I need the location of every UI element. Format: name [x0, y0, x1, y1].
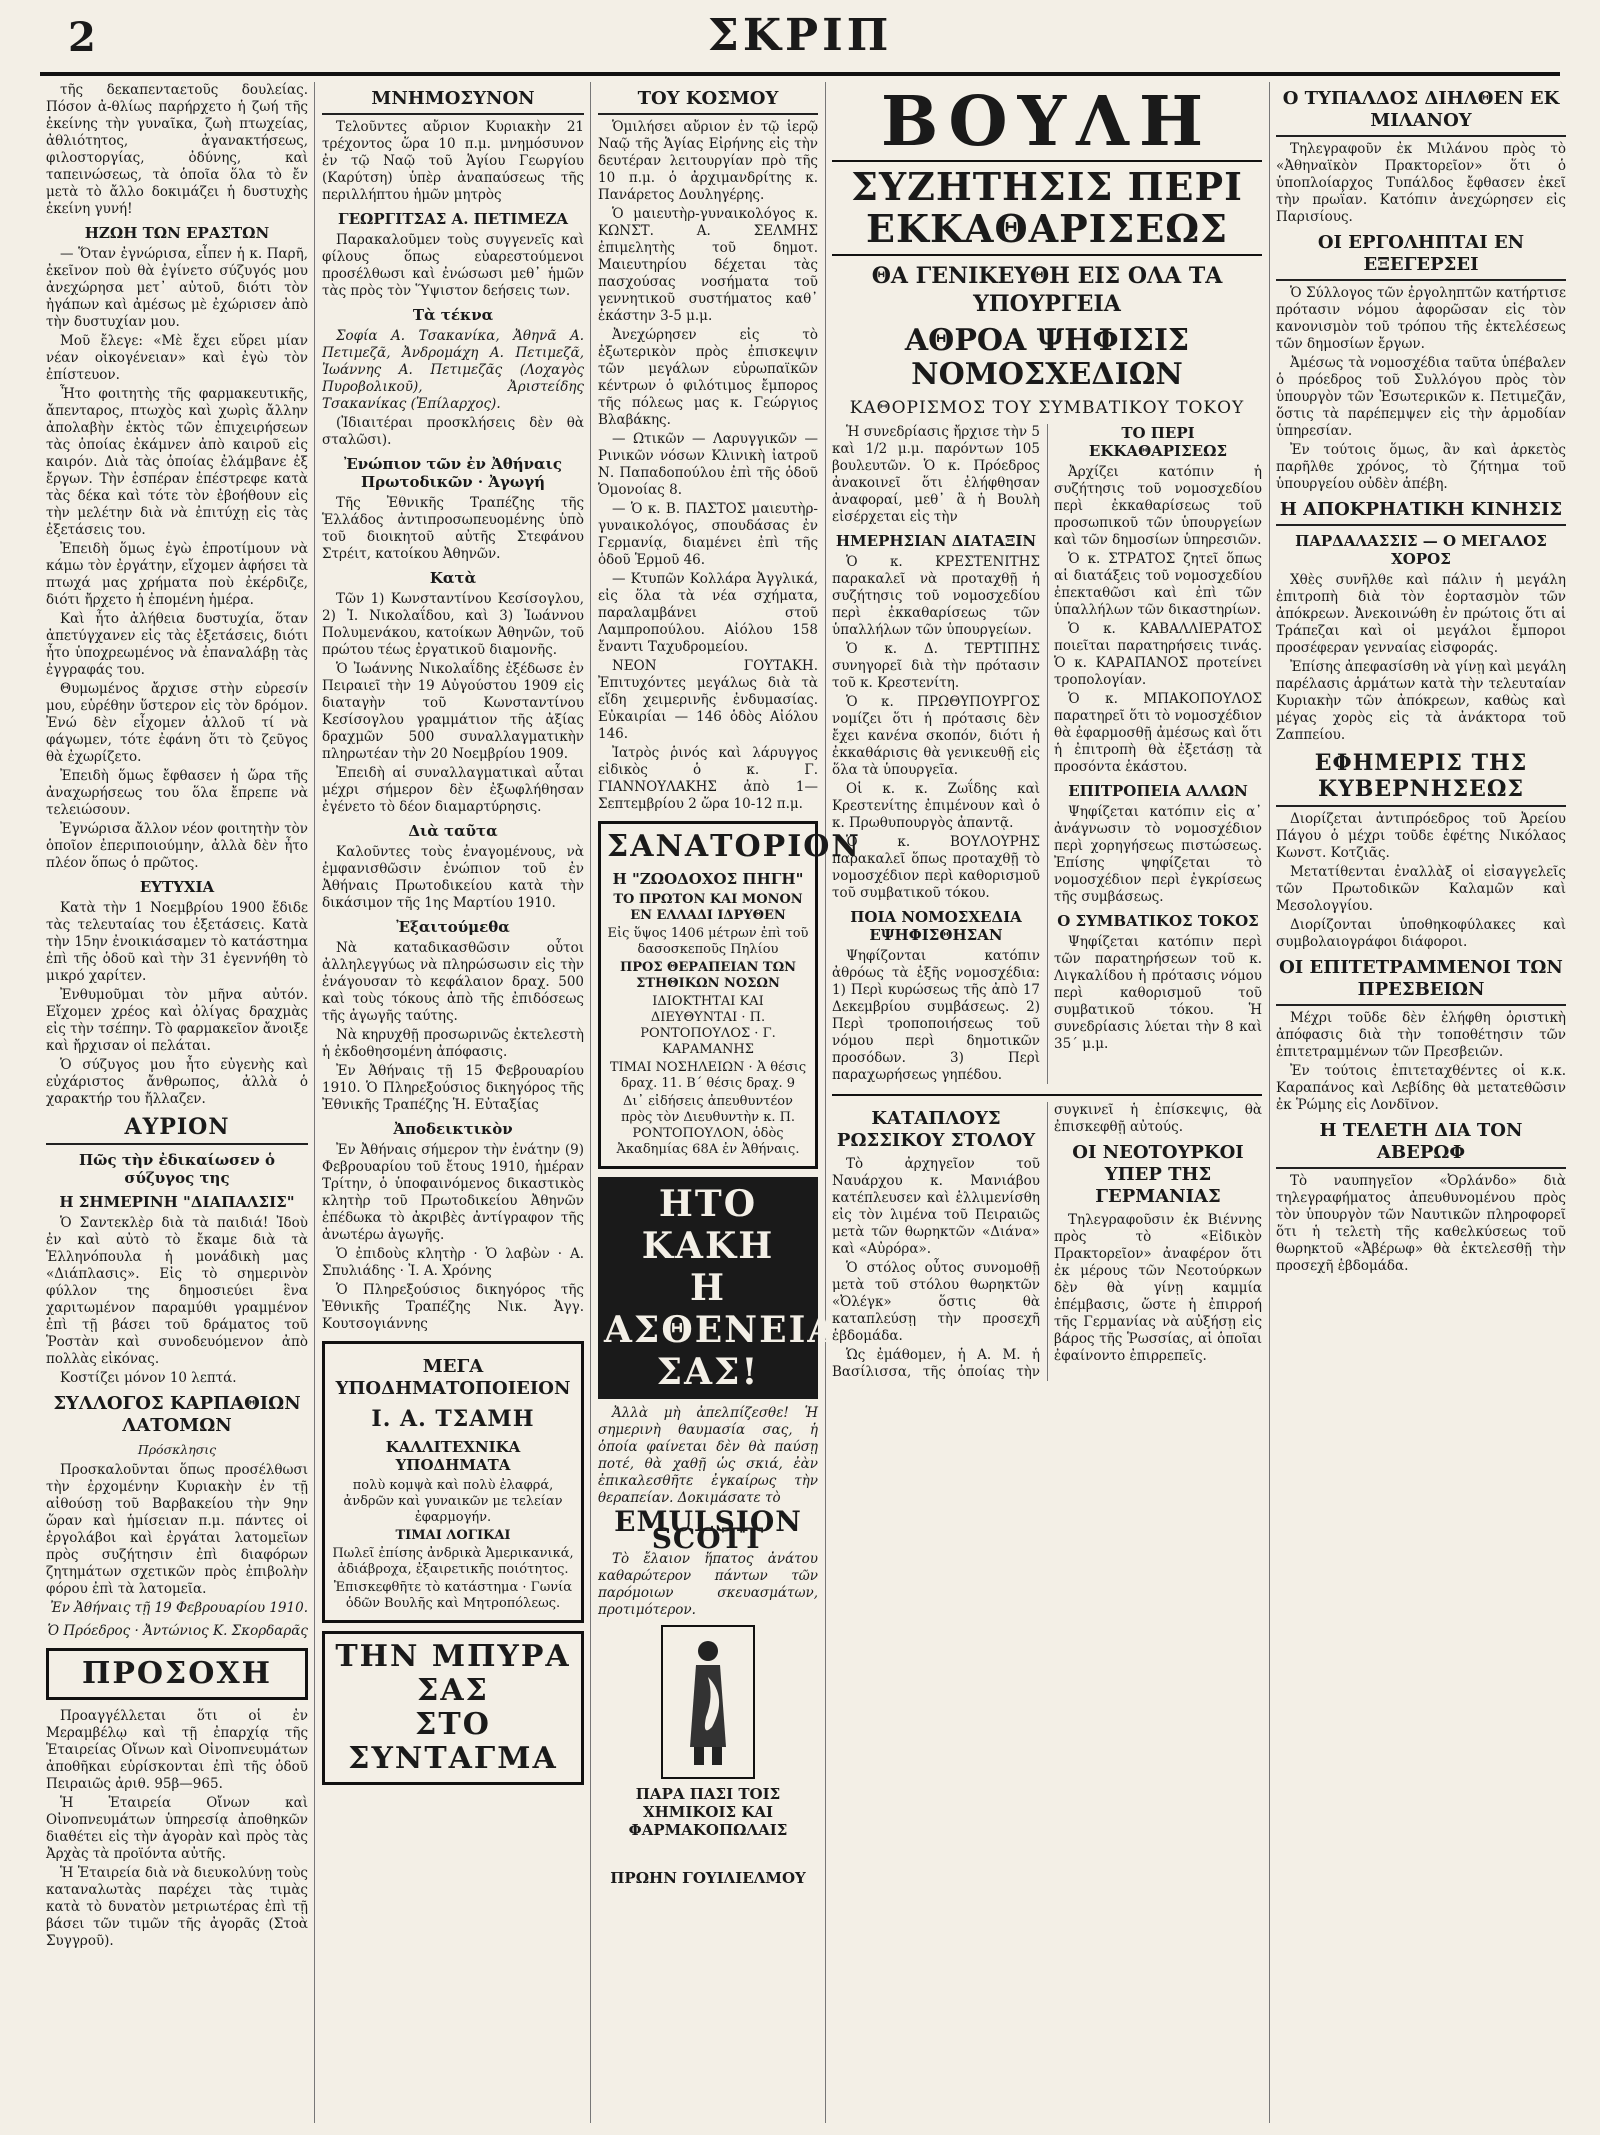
article-text: Ψηφίζεται κατόπιν εἰς α᾽ ἀνάγνωσιν τὸ νομοσχέδιον περὶ χορηγήσεως πιστώσεως. Ἐπίσης ψηφίζεται τὸ νομοσχέδιον περὶ ἐγκρίσεως τῆς συμβάσεως. — [1054, 804, 1262, 905]
article-text: Προαγγέλλεται ὅτι οἱ ἐν Μεραμβέλῳ καὶ τῇ ἐπαρχίᾳ τῆς Ἑταιρείας Οἴνων καὶ Οἰνοπνευμάτων ἀποθῆκαι εὑρίσκονται ἐπὶ τῆς ὁδοῦ Πειραιῶς ἀριθ. 95β—965. — [46, 1708, 308, 1792]
section-subheading: ΠΑΡΔΑΛΑΣΣΙΣ — Ο ΜΕΓΑΛΟΣ ΧΟΡΟΣ — [1295, 532, 1547, 568]
section-subheading: Πρόσκλησις — [137, 1442, 217, 1457]
advert-name: Ι. Α. ΤΣΑΜΗ — [371, 1406, 535, 1432]
section-heading: ΟΙ ΝΕΟΤΟΥΡΚΟΙ ΥΠΕΡ ΤΗΣ ΓΕΡΜΑΝΙΑΣ — [1072, 1142, 1244, 1207]
article-text: Θυμωμένος ἄρχισε στὴν εὐρεσίν μου, εὑρέθην ὕστερον εἰς τὸν δρόμον. Ἐνώ δὲν εἶχομεν ἀλλοῦ τί νὰ φάγωμεν, τότε ἐφάνη ὅτι τὸ ζεῦγος θὰ ἐχωρίζετο. — [46, 681, 308, 765]
section-heading: ΟΙ ΕΡΓΟΛΗΠΤΑΙ ΕΝ ΕΞΕΓΕΡΣΕΙ — [1276, 232, 1566, 281]
section-heading: ΕΥΤΥΧΙΑ — [139, 878, 215, 896]
article-text: Ἐν τούτοις ἐπιτεταχθέντες οἱ κ.κ. Καραπάνος καὶ Λεβίδης θὰ μετατεθῶσιν ἐκ Ῥώμης εἰς Λονδῖνον. — [1276, 1063, 1566, 1113]
article-text: Ὁ κ. ΒΟΥΛΟΥΡΗΣ παρακαλεῖ ὅπως προταχθῇ τὸ νομοσχέδιον περὶ καθορισμοῦ τοῦ συμβατικοῦ τόκου. — [832, 834, 1040, 901]
sanatorium-advert — [598, 821, 861, 1169]
section-heading: ΚΑΤΑΠΛΟΥΣ ΡΩΣΣΙΚΟΥ ΣΤΟΛΟΥ — [836, 1108, 1036, 1151]
article-text: Ἀμέσως τὰ νομοσχέδια ταῦτα ὑπέβαλεν ὁ πρόεδρος τοῦ Συλλόγου πρὸς τὸν ὑπουργὸν τῶν Ἐσωτερικῶν κ. Πετιμεζᾶν, ὅστις τὰ παρέπεμψεν εἰς τὴν ἁρμοδίαν ὑπηρεσίαν. — [1276, 355, 1566, 439]
article-text: Ὁ κ. ΠΡΩΘΥΠΟΥΡΓΟΣ νομίζει ὅτι ἡ πρότασις δὲν ἔχει κανένα σκοπόν, διότι ἡ ἐκκαθάρισις θὰ γενικευθῇ εἰς ὅλα τὰ ὑπουργεῖα. — [832, 694, 1040, 778]
article-text: Τηλεγραφοῦσιν ἐκ Βιέννης πρὸς τὸ «Εἰδικὸν Πρακτορεῖον» ἀναφέρον ὅτι ἐκ μέρους τῶν Νεοτούρκων δὲν θὰ γίνῃ καμμία ἐπέμβασις, ὥστε ἡ ἐπιρροή τῆς Γερμανίας νὰ αὐξήσῃ εἰς βάρος τῆς Ῥωσσίας, αἱ ὁποῖαι ἐφαίνοντο ἐπιρρεπεῖς. — [1054, 1212, 1262, 1364]
advert-footer: ΠΑΡΑ ΠΑΣΙ ΤΟΙΣ ΧΗΜΙΚΟΙΣ ΚΑΙ ΦΑΡΜΑΚΟΠΩΛΑΙΣ — [628, 1785, 788, 1839]
article-text: Ὁ Σύλλογος τῶν ἐργοληπτῶν κατήρτισε πρότασιν νόμου ἀφορῶσαν εἰς τὸν κανονισμὸν τοῦ τρόπου τῆς ἐκτελέσεως τῶν δημοσίων ἔργων. — [1276, 285, 1566, 352]
column-divider — [590, 82, 591, 2123]
section-heading: ΟΙ ΕΠΙΤΕΤΡΑΜΜΕΝΟΙ ΤΩΝ ΠΡΕΣΒΕΙΩΝ — [1276, 957, 1566, 1006]
column-divider — [314, 82, 315, 2123]
column-4 — [832, 82, 1262, 2123]
article-text: Καλοῦντες τοὺς ἐναγομένους, νὰ ἐμφανισθῶσιν ἐνώπιον τοῦ ἐν Ἀθήναις Πρωτοδικείου κατὰ τὴν δικάσιμον τῆς 1ης Μαρτίου 1910. — [322, 844, 584, 911]
section-heading: ΤΟ ΠΕΡΙ ΕΚΚΑΘΑΡΙΣΕΩΣ — [1088, 424, 1228, 460]
section-subheading: Κατὰ — [429, 569, 477, 587]
article-text: Ἐν Ἀθήναις τῇ 15 Φεβρουαρίου 1910. Ὁ Πληρεξούσιος δικηγόρος τῆς Ἐθνικῆς Τραπέζης Ἡ. Εὐταξίας — [322, 1063, 584, 1113]
article-text: Μοῦ ἔλεγε: «Μὲ ἔχει εὕρει μίαν νέαν οἰκογένειαν» καὶ ἐγὼ τὸν ἐπίστευον. — [46, 333, 308, 383]
advert-title: ΜΕΓΑ ΥΠΟΔΗΜΑΤΟΠΟΙΕΙΟΝ — [335, 1356, 571, 1399]
section-heading: ΕΠΙΤΡΟΠΕΙΑ ΑΛΛΩΝ — [1068, 782, 1248, 800]
article-text: Ὁ κ. ΚΑΒΑΛΛΙΕΡΑΤΟΣ ποιεῖται παρατηρήσεις τινάς. Ὁ κ. ΚΑΡΑΠΑΝΟΣ προτείνει τροπολογίαν. — [1054, 621, 1262, 688]
article-text: Σοφία Α. Τσακανίκα, Ἀθηνᾶ Α. Πετιμεζᾶ, Ἀνδρομάχη Α. Πετιμεζᾶ, Ἰωάννης Α. Πετιμεζᾶς (Λοχαγὸς Πυροβολικοῦ), Ἀριστείδης Τσακανίκας (Ἐπίλαρχος). — [322, 328, 584, 412]
column-divider — [1269, 82, 1270, 2123]
main-subheadline: ΣΥΖΗΤΗΣΙΣ ΠΕΡΙ ΕΚΚΑΘΑΡΙΣΕΩΣ — [832, 160, 1262, 256]
article-text: Ὁ στόλος οὗτος συνομοθῇ μετὰ τοῦ στόλου θωρηκτῶν «Ὀλέγκ» ὅστις θὰ καταπλεύσῃ τὴν προσεχῆ ἑβδομάδα. — [832, 1260, 1040, 1344]
article-text: Ἡ Ἑταιρεία διὰ νὰ διευκολύνῃ τοὺς καταναλωτὰς παρέχει τὰς τιμὰς κατὰ τὸ δυνατὸν μετριωτέρας ἐπὶ τῇ βάσει τῶν τιμῶν τῆς ἀγορᾶς (Στοὰ Συγγροῦ). — [46, 1865, 308, 1949]
advert-title: ΤΗΝ ΜΠΥΡΑ ΣΑΣ — [335, 1639, 571, 1708]
main-headline: ΒΟΥΛΗ — [880, 82, 1214, 162]
article-text: Τηλεγραφοῦν ἐκ Μιλάνου πρὸς τὸ «Ἀθηναϊκὸν Πρακτορεῖον» ὅτι ὁ ὑποπλοίαρχος Τυπάλδος ἔφθασεν ἐκεῖ τὴν πρωΐαν. Κατόπιν ἀνεχώρησεν εἰς Παρισίους. — [1276, 141, 1566, 225]
article-text: Διορίζονται ὑποθηκοφύλακες καὶ συμβολαιογράφοι διάφοροι. — [1276, 917, 1566, 950]
column-5 — [1276, 82, 1566, 2123]
section-heading: ΣΥΛΛΟΓΟΣ ΚΑΡΠΑΘΙΩΝ ΛΑΤΟΜΩΝ — [53, 1393, 301, 1436]
article-text: (Ἰδιαιτέραι προσκλήσεις δὲν θὰ σταλῶσι). — [322, 415, 584, 448]
article-text: Παρακαλοῦμεν τοὺς συγγενεῖς καὶ φίλους ὅπως εὐαρεστούμενοι προσέλθωσι καὶ ἐνώσωσι μεθ᾽ ἡμῶν τὰς πρὸς τὸν Ὕψιστον δεήσεις των. — [322, 232, 584, 299]
article-text: Ἀνεχώρησεν εἰς τὸ ἐξωτερικὸν πρὸς ἐπισκεψιν τῶν μεγάλων εὐρωπαϊκῶν κέντρων ὁ φιλότιμος ἔμπορος τῆς πόλεως μας κ. Γεώργιος Βλαβάκης. — [598, 327, 818, 428]
section-heading: ΠΟΙΑ ΝΟΜΟΣΧΕΔΙΑ ΕΨΗΦΙΣΘΗΣΑΝ — [850, 908, 1022, 944]
article-text: Ἐπειδὴ ὅμως ἔφθασεν ἡ ὥρα τῆς ἀναχωρήσεως του ὅλα ἔπρεπε νὰ τελειώσουν. — [46, 768, 308, 818]
section-heading: Η ΣΗΜΕΡΙΝΗ "ΔΙΑΠΑΛΣΙΣ" — [59, 1193, 295, 1211]
advert-subtitle: Η "ΖΩΟΔΟΧΟΣ ΠΗΓΗ" — [612, 870, 804, 888]
article-text: Ἡ Ἑταιρεία Οἴνων καὶ Οἰνοπνευμάτων ὑπηρεσίᾳ ἀποθηκῶν διαθέτει εἰς τὴν ἀγορὰν καὶ πρὸς τὰς Ἀρχὰς τὰ προϊόντα αὐτῆς. — [46, 1795, 308, 1862]
article-text: Μετατίθενται ἐναλλὰξ οἱ εἰσαγγελεῖς τῶν Πρωτοδικῶν Καλαμῶν καὶ Μεσολογγίου. — [1276, 864, 1566, 914]
section-heading: ΜΝΗΜΟΣΥΝΟΝ — [322, 88, 584, 115]
advert-line: ΠΡΟΣ ΘΕΡΑΠΕΙΑΝ ΤΩΝ ΣΤΗΘΙΚΩΝ ΝΟΣΩΝ — [619, 960, 797, 991]
paper-name: ΣΚΡΙΠ — [707, 10, 893, 61]
advert-line: Πωλεῖ ἐπίσης ἀνδρικὰ Ἀμερικανικά, ἀδιάβροχα, ἐξαιρετικῆς ποιότητος. — [332, 1546, 574, 1577]
advert-text: Ἀλλὰ μὴ ἀπελπίζεσθε! Ἡ σημερινὴ θαυμασία σας, ἡ ὁποία φαίνεται δὲν θὰ παύσῃ ποτέ, θὰ χαθῇ ὡς σκιά, ἐὰν ἐπικαλεσθῆτε ἐγκαίρως τὴν θεραπείαν. Δοκιμάσατε τὸ — [598, 1405, 818, 1506]
article-text: Ὁ κ. ΣΤΡΑΤΟΣ ζητεῖ ὅπως αἱ διατάξεις τοῦ νομοσχεδίου ἐπεκταθῶσι καὶ ἐπὶ τῶν ὑπαλλήλων τῶν δικαστηρίων. — [1054, 551, 1262, 618]
section-heading: Ο ΤΥΠΑΛΔΟΣ ΔΙΗΛΘΕΝ ΕΚ ΜΙΛΑΝΟΥ — [1276, 88, 1566, 137]
advert-brand: EMULSION SCOTT — [614, 1505, 802, 1555]
advert-title: ΣΑΝΑΤΟΡΙΟΝ — [607, 829, 861, 864]
article-text: Ἀρχίζει κατόπιν ἡ συζήτησις τοῦ νομοσχεδίου περὶ ἐκκαθαρίσεως τοῦ προσωπικοῦ τῶν ὑπουργείων καὶ τῶν δημοσίων ὑπηρεσιῶν. — [1054, 464, 1262, 548]
article-text: Τῶν 1) Κωνσταντίνου Κεσίσογλου, 2) Ἰ. Νικολαΐδου, καὶ 3) Ἰωάννου Πολυμενάκου, κατοίκων Ἀθηνῶν, τοῦ πρώτου τέως ἐργατικοῦ διαμονῆς. — [322, 591, 584, 658]
advert-headline: ΗΤΟ ΚΑΚΗ — [641, 1183, 775, 1267]
article-text: Ἐν Ἀθήναις σήμερον τὴν ἐνάτην (9) Φεβρουαρίου τοῦ ἔτους 1910, ἡμέραν Τρίτην, ὁ ὑποφαινόμενος δικαστικὸς κλητὴρ τοῦ Πρωτοδικείου Ἀθηνῶν ἐπέδωκα τὸ ἀκριβὲς ἀντίγραφον τῆς ἀνωτέρω ἀγωγῆς. — [322, 1142, 584, 1243]
article-text: Ἦτο φοιτητὴς τῆς φαρμακευτικῆς, ἄπενταρος, πτωχὸς καὶ χωρὶς ἄλλην ἀπολαβὴν ἐκτὸς τῶν ἐπιχειρήσεων τὰς ὁποίας ἐκάμνεν ἀπὸ καιροῦ εἰς καιρόν. Διὰ τὰς ὁποίας ἐλάμβανε ἐξ ἔργων. Τὴν ἑσπέραν ἐπέστρεφε κατὰ τὰς δέκα καὶ τότε τὸν ἐβοήθουν εἰς τὴν μελέτην διὰ νὰ ἐπιτύχῃ εἰς τὰς ἐξετάσεις του. — [46, 386, 308, 538]
article-text: Διορίζεται ἀντιπρόεδρος τοῦ Ἀρείου Πάγου ὁ μέχρι τοῦδε ἐφέτης Νικόλαος Κωνστ. Κοτζιᾶς. — [1276, 811, 1566, 861]
main-subheadline: ΘΑ ΓΕΝΙΚΕΥΘΗ ΕΙΣ ΟΛΑ ΤΑ ΥΠΟΥΡΓΕΙΑ — [871, 263, 1223, 317]
column-2 — [322, 82, 584, 2123]
article-text: Ἐπειδὴ αἱ συναλλαγματικαὶ αὗται μέχρι σήμερον δὲν ἐξωφλήθησαν ἐγένετο τὸ δέον διαμαρτύρησις. — [322, 765, 584, 815]
article-text: Ὁ κ. ΚΡΕΣΤΕΝΙΤΗΣ παρακαλεῖ νὰ προταχθῇ ἡ συζήτησις τοῦ νομοσχεδίου περὶ ἐκκαθαρίσεως τῶν ὑπαλλήλων τῶν ὑπουργείων. — [832, 554, 1040, 638]
advert-headline: Η ΑΣΘΕΝΕΙΑ — [604, 1267, 838, 1351]
article-text: Ὁ ἐπιδοὺς κλητὴρ · Ὁ λαβὼν · Α. Σπυλιάδης · Ἰ. Α. Χρόνης — [322, 1246, 584, 1279]
article-text: τῆς δεκαπενταετοῦς δουλείας. Πόσον ἀ-θλίως παρήρχετο ἡ ζωή τῆς ἐκείνης τὴν γυναῖκα, ζωὴ πτωχείας, ἀθλιότητος, ἀγανακτήσεως, φιλοστοργίας, ὀδύνης, καὶ ταπεινώσεως, τὰ ὁποῖα ὅλα τὸ ἔν μετὰ τὸ ἄλλο δοκιμάζει ἡ δυστυχὴς ἐκείνη γυνή! — [46, 82, 308, 217]
advert-line: ΙΔΙΟΚΤΗΤΑΙ ΚΑΙ ΔΙΕΥΘΥΝΤΑΙ · Π. ΡΟΝΤΟΠΟΥΛΟΣ · Γ. ΚΑΡΑΜΑΝΗΣ — [640, 994, 776, 1057]
section-heading: Η ΤΕΛΕΤΗ ΔΙΑ ΤΟΝ ΑΒΕΡΩΦ — [1276, 1120, 1566, 1169]
article-text: Ὁ Σαντεκλὲρ διὰ τὰ παιδιά! Ἰδοὺ ἐν καὶ αὐτὸ τὸ ἔκαμε διὰ τὰ Ἑλληνόπουλα ἡ μονάδικὴ μας «Διάπλασις». Εἰς τὸ σημερινὸν φύλλον της δημοσιεύει ἓνα χαριτωμένον παραμύθι γραμμένον ἐπὶ τῇ βάσει τοῦ δράματος τοῦ Ῥοστὰν καὶ συνοδευόμενον ἀπὸ πολλὰς εἰκόνας. — [46, 1215, 308, 1367]
section-heading: ΤΟΥ ΚΟΣΜΟΥ — [598, 88, 818, 115]
article-text: Ὡς ἐμάθομεν, ἡ Α. Μ. ἡ Βασίλισσα, τῆς ὁποίας τὴν συγκινεῖ ἡ ἐπίσκεψις, θὰ ἐπισκεφθῇ αὐτούς. — [832, 1102, 1262, 1380]
shoe-shop-advert — [322, 1341, 584, 1623]
article-text: — Ωτικῶν — Λαρυγγικῶν — Ρινικῶν νόσων Κλινικὴ ἰατροῦ Ν. Παπαδοπούλου ἐπὶ τῆς ὁδοῦ Ὁμονοίας 8. — [598, 431, 818, 498]
main-subheadline: ΚΑΘΟΡΙΣΜΟΣ ΤΟΥ ΣΥΜΒΑΤΙΚΟΥ ΤΟΚΟΥ — [849, 398, 1245, 418]
section-heading: Τὰ τέκνα — [412, 306, 494, 324]
article-text: Ὁ Πληρεξούσιος δικηγόρος τῆς Ἐθνικῆς Τραπέζης Νικ. Ἀγγ. Κουτσογιάννης — [322, 1282, 584, 1332]
article-text: Τὸ ἀρχηγεῖον τοῦ Ναυάρχου κ. Μανιάβου κατέπλευσεν καὶ ἑλλιμενίσθη εἰς τὸν λιμένα τοῦ Πειραιῶς μετὰ τῶν θωρηκτῶν «Διάνα» καὶ «Αὐρόρα». — [832, 1156, 1040, 1257]
advert-line: Εἰς ὕψος 1406 μέτρων ἐπὶ τοῦ δασοσκεποῦς Πηλίου — [607, 926, 809, 957]
advert-subtitle: ΚΑΛΛΙΤΕΧΝΙΚΑ ΥΠΟΔΗΜΑΤΑ — [385, 1438, 521, 1474]
article-text: Τελοῦντες αὔριον Κυριακὴν 21 τρέχοντος ὥρα 10 π.μ. μνημόσυνον ἐν τῷ Ναῷ τοῦ Ἁγίου Γεωργίου (Καρύτση) ὑπὲρ ἀναπαύσεως τῆς περιλλήπτου ἡμῶν μητρὸς — [322, 119, 584, 203]
article-text: — Ὁ κ. Β. ΠΑΣΤΟΣ μαιευτὴρ-γυναικολόγος, σπουδάσας ἐν Γερμανίᾳ, διαμένει ἐπὶ τῆς ὁδοῦ Ἑρμοῦ 46. — [598, 501, 818, 568]
article-text: Κοστίζει μόνον 10 λεπτά. — [60, 1370, 237, 1386]
section-heading: Ἐνώπιον τῶν ἐν Ἀθήναις Πρωτοδικῶν · Ἀγωγή — [344, 455, 562, 491]
article-text: Κατὰ τὴν 1 Νοεμβρίου 1900 ἔδιδε τὰς τελευταίας του ἐξετάσεις. Κατὰ τὴν 15ην ἐνοικιάσαμεν τὸ κατάστημα ἐπὶ τῆς ὁδοῦ καὶ τὴν 31 ἐγεννήθη τὸ μικρό χαρίτεν. — [46, 900, 308, 984]
article-text: Ὁ Ἰωάννης Νικολαΐδης ἐξέδωσε ἐν Πειραιεῖ τὴν 19 Αὐγούστου 1909 εἰς διαταγὴν τοῦ Κωνσταντίνου Κεσίσογλου γραμμάτιον τῆς ἀξίας δραχμῶν 500 συναλλαγματικὴν πληρωτέαν τὴν 20 Νοεμβρίου 1909. — [322, 661, 584, 762]
article-text: Τῆς Ἐθνικῆς Τραπέζης τῆς Ἑλλάδος ἀντιπροσωπευομένης ὑπὸ τοῦ διοικητοῦ αὐτῆς Στεφάνου Στρέιτ, κατοίκου Ἀθηνῶν. — [322, 495, 584, 562]
article-text: ΝΕΟΝ ΓΟΥΤΑΚΗ. Ἐπιτυχόντες μεγάλως διὰ τὰ εἴδη χειμερινῆς ἐνδυμασίας. Εὐκαιρίαι — 146 ὁδὸς Αἰόλου 146. — [598, 658, 818, 742]
section-subheading: Ἐξαιτούμεθα — [396, 918, 510, 936]
article-text: Ἡ συνεδρίασις ἤρχισε τὴν 5 καὶ 1/2 μ.μ. παρόντων 105 βουλευτῶν. Ὁ κ. Πρόεδρος ἀνακοινεῖ ὅτι ἐλήφθησαν ἀναφοραί, μεθ᾽ ἃ ἡ Βουλὴ εἰσέρχεται εἰς τὴν — [832, 424, 1040, 525]
page-number: 2 — [68, 14, 96, 61]
lower-articles — [832, 1102, 1262, 1381]
article-text: Προσκαλοῦνται ὅπως προσέλθωσι τὴν ἐρχομένην Κυριακὴν ἐν τῇ αἰθούσῃ τοῦ Βαρβακείου τὴν 9ην ὥραν καὶ ἡμίσειαν π.μ. πάντες οἱ ἐργολάβοι καὶ ἐργάται λατομεῖων πρὸς συζήτησιν ἐπὶ διαφόρων ζητημάτων σχετικῶν πρὸς ἐπιβολὴν φόρου ἐπὶ τὰ λατομεῖα. — [46, 1462, 308, 1597]
column-divider — [825, 82, 826, 2123]
section-heading: Ἀποδεικτικὸν — [393, 1120, 513, 1138]
advert-line: Δι᾽ εἰδήσεις ἀπευθυντέον πρὸς τὸν Διευθυντὴν κ. Π. ΡΟΝΤΟΠΟΥΛΟΝ, ὁδὸς Ἀκαδημίας 68Α ἐν Ἀθήναις. — [616, 1094, 800, 1157]
advert-subtitle: ΣΤΟ ΣΥΝΤΑΓΜΑ — [348, 1707, 558, 1776]
article-text: Οἱ κ. κ. Ζωΐδης καὶ Κρεστενίτης ἐπιμένουν καὶ ὁ κ. Πρωθυπουργὸς ἀπαντᾷ. — [832, 781, 1040, 831]
notice-date: Ἐν Ἀθήναις τῇ 19 Φεβρουαρίου 1910. — [50, 1600, 308, 1616]
section-subheading: Πῶς τὴν ἐδικαίωσεν ὁ σύζυγος της — [79, 1151, 275, 1187]
column-3 — [598, 82, 861, 2123]
article-text: Ὁμιλήσει αὔριον ἐν τῷ ἱερῷ Ναῷ τῆς Ἁγίας Εἰρήνης εἰς τὴν δευτέραν λειτουργίαν πρὸ τῆς 10 π.μ. ὁ ἀρχιμανδρίτης κ. Πανάρετος Δουληγέρης. — [598, 119, 818, 203]
article-text: Ἐγνώρισα ἄλλον νέον φοιτητὴν τὸν ὁποῖον ἐπεριποιούμην, ἀλλὰ δὲν ἦτο πλέον ὅπως ὁ πρῶτος. — [46, 821, 308, 871]
masthead-rule — [40, 72, 1560, 76]
advert-headline: ΣΑΣ! — [656, 1351, 760, 1393]
article-text: Νὰ καταδικασθῶσιν οὗτοι ἀλληλεγγύως νὰ πληρώσωσιν εἰς τὴν ἐνάγουσαν τὸ κεφάλαιον δραχ. 500 καὶ τοὺς τόκους ἀπὸ τῆς ἐπιδόσεως τῆς ἀγωγῆς ταύτης. — [322, 940, 584, 1024]
article-text: Ὁ κ. Δ. ΤΕΡΤΙΠΗΣ συνηγορεῖ διὰ τὴν πρότασιν τοῦ κ. Κρεστενίτη. — [832, 641, 1040, 691]
parliament-report — [832, 424, 1262, 1084]
article-text: Ἐπίσης ἀπεφασίσθη νὰ γίνῃ καὶ μεγάλη παρέλασις ἁρμάτων κατὰ τὴν τελευταίαν Κυριακὴν τῶν ἀπόκρεων, καθὼς καὶ μέγας χορὸς εἰς τὰ ἀνάκτορα τοῦ Ζαππείου. — [1276, 659, 1566, 743]
article-text: Νὰ κηρυχθῇ προσωρινῶς ἐκτελεστὴ ἡ ἐκδοθησομένη ἀπόφασις. — [322, 1027, 584, 1060]
article-text: Ἰατρὸς ῥινός καὶ λάρυγγος εἰδικὸς ὁ κ. Γ. ΓΙΑΝΝΟΥΛΑΚΗΣ ἀπὸ 1— Σεπτεμβρίου 2 ὥρα 10-12 π.μ. — [598, 745, 818, 812]
advert-line: ΤΙΜΑΙ ΛΟΓΙΚΑΙ — [395, 1528, 511, 1543]
column-1 — [46, 82, 308, 2123]
section-heading: Ο ΣΥΜΒΑΤΙΚΟΣ ΤΟΚΟΣ — [1057, 912, 1259, 930]
section-rule — [832, 1094, 1262, 1096]
fisherman-icon — [678, 1637, 738, 1767]
beer-advert — [322, 1631, 584, 1785]
advert-line: ΤΙΜΑΙ ΝΟΣΗΛΕΙΩΝ · Ἀ θέσις δραχ. 11. Β´ θέσις δραχ. 9 — [609, 1060, 807, 1091]
article-text: Ὁ κ. ΜΠΑΚΟΠΟΥΛΟΣ παρατηρεῖ ὅτι τὸ νομοσχέδιον θὰ ἐφαρμοσθῇ ἀμέσως καὶ ὅτι ἡ ἐπιτροπὴ θὰ ἐξετάσῃ τὰ προσόντα ἑκάστου. — [1054, 691, 1262, 775]
notice-title: ΠΡΟΣΟΧΗ — [82, 1656, 272, 1691]
article-text: Ἐν τούτοις ὅμως, ἂν καὶ ἀρκετὸς παρῆλθε χρόνος, τὸ ζήτημα τοῦ ὑπουργείου οὐδὲν ἀπέβη. — [1276, 442, 1566, 492]
section-heading: ΗΜΕΡΗΣΙΑΝ ΔΙΑΤΑΞΙΝ — [835, 532, 1037, 550]
article-text: — Ὅταν ἐγνώρισα, εἶπεν ἡ κ. Παρῆ, ἐκεῖνον ποὺ θὰ ἐγίνετο σύζυγός μου ἀνεχώρησα μετ᾽ αὐτοῦ, διότι τὸν ἠγάπων καὶ ἀμέσως μὲ ἐχώρισεν ἀπὸ τὴν δυστυχίαν μου. — [46, 246, 308, 330]
emulsion-advert-header — [598, 1177, 838, 1399]
section-heading: Διὰ ταῦτα — [408, 822, 498, 840]
section-heading: ΗΖΩΗ ΤΩΝ ΕΡΑΣΤΩΝ — [84, 224, 270, 242]
article-text: Χθὲς συνῆλθε καὶ πάλιν ἡ μεγάλη ἐπιτροπὴ διὰ τὸν ἑορτασμὸν τῶν ἀπόκρεων. Ἀνεκοινώθη ἐν πρώτοις ὅτι αἱ Τράπεζαι καὶ οἱ μεγάλοι ἔμποροι προσέφεραν γενναίας εἰσφοράς. — [1276, 572, 1566, 656]
article-text: Ἐνθυμοῦμαι τὸν μῆνα αὐτόν. Εἴχομεν χρέος καὶ ὀλίγας δραχμὰς εἰς τὴν τσέπην. Τὸ φαρμακεῖον ἄνοιξε καὶ ἤρχισαν οἱ πελάται. — [46, 987, 308, 1054]
masthead — [40, 8, 1560, 70]
article-text: Ἐπειδὴ ὅμως ἐγὼ ἐπροτίμουν νὰ κάμω τὸν ἐργάτην, εἴχομεν ἀφήσει τὰ πτωχά μας χρήματα ποὺ ἐκέρδιζε, διότι ἤρχετο ἡ ἐπομένη ἡμέρα. — [46, 541, 308, 608]
article-text: Ψηφίζεται κατόπιν περὶ τῶν παρατηρήσεων τοῦ κ. Λιγκαλίδου ἡ πρότασις νόμου περὶ καθορισμοῦ τοῦ συμβατικοῦ τόκου. Ἡ συνεδρίασις λύεται τὴν 8 καὶ 35´ μ.μ. — [1054, 934, 1262, 1052]
main-subheadline: ΑΘΡΟΑ ΨΗΦΙΣΙΣ ΝΟΜΟΣΧΕΔΙΩΝ — [904, 323, 1190, 392]
article-text: Ὁ σύζυγος μου ἦτο εὐγενὴς καὶ εὐχάριστος ἄνθρωπος, ἀλλὰ ὁ χαρακτήρ του ἤλλαζεν. — [46, 1057, 308, 1107]
advert-line: πολὺ κομψὰ καὶ πολὺ ἐλαφρά, ἀνδρῶν καὶ γυναικῶν με τελείαν ἐφαρμογήν. — [343, 1478, 563, 1525]
advert-line: ΤΟ ΠΡΩΤΟΝ ΚΑΙ ΜΟΝΟΝ ΕΝ ΕΛΛΑΔΙ ΙΔΡΥΘΕΝ — [613, 892, 803, 923]
advert-text: Τὸ ἔλαιον ἥπατος ἀνάτου καθαρώτερον πάντων τῶν παρόμοιων σκευασμάτων, προτιμότερον. — [598, 1551, 818, 1618]
article-text: Μέχρι τοῦδε δὲν ἐλήφθη ὁριστικὴ ἀπόφασις διὰ τὴν τοποθέτησιν τῶν ἐπιτετραμμένων τῶν Πρεσβειῶν. — [1276, 1010, 1566, 1060]
notice-signature: Ὁ Πρόεδρος · Ἀντώνιος Κ. Σκορδαρᾶς — [47, 1623, 308, 1639]
article-text: Τὸ ναυπηγεῖον «Ὀρλάνδο» διὰ τηλεγραφήματος ἀπευθυνομένου πρὸς τὸν ὑπουργὸν τῶν Ναυτικῶν πληροφορεῖ ὅτι ἡ τελετὴ τῆς καθελκύσεως τοῦ θωρηκτοῦ «Ἀβέρωφ» θὰ ἐκτελεσθῇ τὴν προσεχῆ ἑβδομάδα. — [1276, 1173, 1566, 1274]
notice-box — [46, 1648, 308, 1700]
fisherman-illustration — [661, 1625, 755, 1779]
advert-line: Ἐπισκεφθῆτε τὸ κατάστημα · Γωνία ὁδῶν Βουλῆς καὶ Μητροπόλεως. — [333, 1580, 573, 1611]
section-heading: ΓΕΩΡΓΙΤΣΑΣ Α. ΠΕΤΙΜΕΖΑ — [337, 210, 569, 228]
article-text: — Κτυπῶν Κολλάρα Ἀγγλικά, εἰς ὅλα τὰ νέα σχήματα, παραλαμβάνει στοῦ Λαμπροπούλου. Αἰόλου 158 ἔναντι Ταχυδρομείου. — [598, 571, 818, 655]
article-text: Καὶ ἦτο ἀλήθεια δυστυχία, ὅταν ἀπετύγχανεν εἰς τὰς ἐξετάσεις, διότι ἦτο ὑποχρεωμένος νὰ ἐπαναλάβῃ τὰς ἐγγραφάς του. — [46, 611, 308, 678]
article-text: Ὁ μαιευτὴρ-γυναικολόγος κ. ΚΩΝΣΤ. Α. ΣΕΛΜΗΣ ἐπιμελητὴς τοῦ δημοτ. Μαιευτηρίου δέχεται τὰς πασχούσας νοσήματα τοῦ γεννητικοῦ συστήματος καθ᾽ ἑκάστην 3-5 μ.μ. — [598, 206, 818, 324]
section-heading: ΑΥΡΙΟΝ — [46, 1114, 308, 1145]
article-text: Ψηφίζονται κατόπιν ἀθρόως τὰ ἑξῆς νομοσχέδια: 1) Περὶ κυρώσεως τῆς ἀπὸ 17 Δεκεμβρίου συμβάσεως. 2) Περὶ τροποποιήσεως τοῦ νόμου περὶ δημοτικῶν προσόδων. 3) Περὶ παραχωρήσεως γηπέδου. — [832, 948, 1040, 1083]
section-heading: ΕΦΗΜΕΡΙΣ ΤΗΣ ΚΥΒΕΡΝΗΣΕΩΣ — [1276, 750, 1566, 807]
advert-footer: ΠΡΩΗΝ ΓΟΥΙΛΙΕΛΜΟΥ — [610, 1869, 806, 1887]
section-heading: Η ΑΠΟΚΡΗΑΤΙΚΗ ΚΙΝΗΣΙΣ — [1276, 499, 1566, 526]
